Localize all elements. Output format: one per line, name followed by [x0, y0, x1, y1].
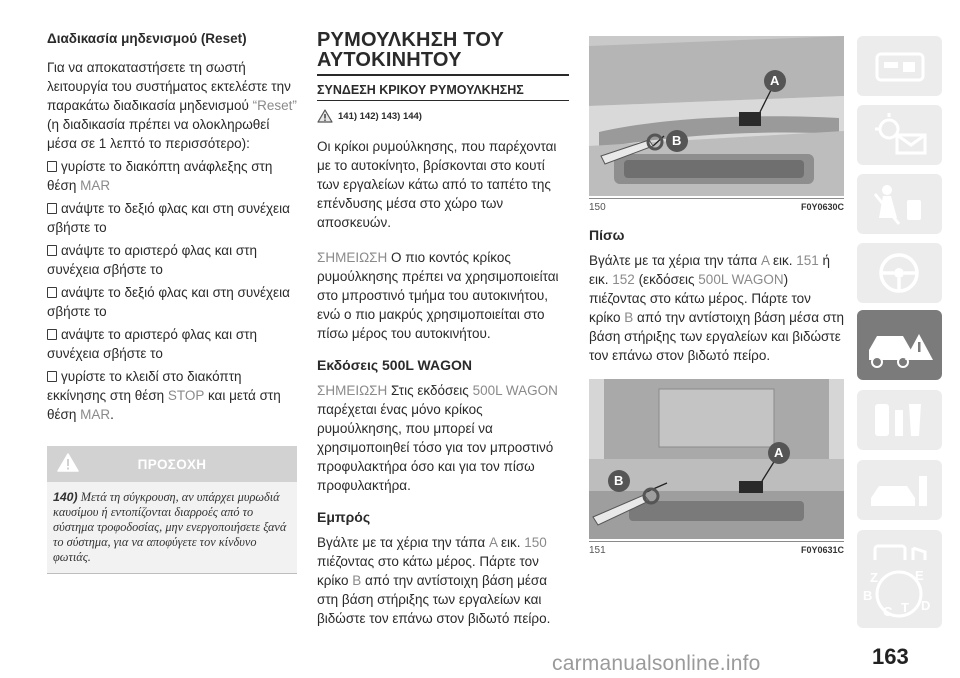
index-letter: Z [870, 570, 878, 585]
sidebar-tab-index[interactable] [857, 560, 942, 628]
rear-heading: Πίσω [589, 227, 625, 243]
rear-instructions: Βγάλτε με τα χέρια την τάπα A εικ. 151 ή εικ. 152 (εκδόσεις 500L WAGON) πιέζοντας στο κάτω μέρος. Πάρτε τον κρίκο B από την αντίστοιχη βάση μέσα στη βάση στήριξης των εργαλείων και βιδώστε τον επάνω στον βιδωτό πείρο. [589, 253, 844, 363]
index-letter: E [915, 568, 924, 583]
figure-label-a: A [770, 73, 780, 88]
reset-step-1: γυρίστε το διακόπτη ανάφλεξης στη θέση MAR [47, 159, 273, 193]
reset-step-5: ανάψτε το αριστερό φλας και στη συνέχεια σβήστε το [47, 327, 258, 361]
technical-data-icon [857, 460, 942, 520]
sidebar-tab-emergency[interactable] [857, 310, 942, 380]
figure-151-rear-bumper [589, 379, 844, 539]
figure-151-caption: 151 F0Y0631C [589, 541, 844, 556]
note-wagon: ΣΗΜΕΙΩΣΗ Στις εκδόσεις 500L WAGON παρέχεται ένας μόνο κρίκος ρυμούλκησης, που μπορεί να χρησιμοποιηθεί τόσο για τον μπροστινό προφυλακτήρα όσο και για τον πίσω προφυλακτήρα. [317, 383, 558, 493]
warning-text: 140) Μετά τη σύγκρουση, αν υπάρχει μυρωδιά καυσίμου ή εντοπίζονται διαρροές από το σύστημα τροφοδοσίας, μην ενεργοποιήσετε ξανά το σύστημα, για να αποφύγετε τον κίνδυνο φωτιάς. [47, 482, 297, 573]
towing-column [317, 30, 569, 640]
sidebar-tab-safety[interactable] [857, 174, 942, 234]
figure-150-caption: 150 F0Y0630C [589, 198, 844, 213]
subsection-title: ΣΥΝΔΕΣΗ ΚΡΙΚΟΥ ΡΥΜΟΥΛΚΗΣΗΣ [317, 82, 569, 101]
index-letter: T [901, 600, 909, 615]
figure-150-front-bumper [589, 36, 844, 196]
emergency-car-icon [857, 310, 942, 380]
warning-triangle-icon [57, 452, 79, 472]
safety-icon [857, 174, 942, 234]
sidebar-tab-warning-lights[interactable] [857, 105, 942, 165]
checkbox-icon [47, 161, 57, 172]
reset-step-2: ανάψτε το δεξιό φλας και στη συνέχεια σβήστε το [47, 201, 290, 235]
towing-intro: Οι κρίκοι ρυμούλκησης, που παρέχονται με το αυτοκίνητο, βρίσκονται στο κουτί των εργαλείων κάτω από το ταπέτο της επένδυσης μέσα στο χώρο των αποσκευών. [317, 139, 557, 230]
warning-lights-icon [857, 105, 942, 165]
warning-title: ΠΡΟΣΟΧΗ [137, 456, 207, 472]
sidebar-tab-dashboard[interactable] [857, 36, 942, 96]
index-letter: C [883, 604, 893, 619]
section-title: ΡΥΜΟΥΛΚΗΣΗ ΤΟΥ ΑΥΤΟΚΙΝΗΤΟΥ [317, 30, 569, 76]
index-letter: B [863, 588, 873, 603]
steering-wheel-icon [857, 243, 942, 303]
warning-box [47, 446, 297, 574]
sidebar-tab-technical-data[interactable] [857, 460, 942, 520]
reset-intro: Για να αποκαταστήσετε τη σωστή λειτουργία του συστήματος εκτελέστε την παρακάτω διαδικασία μηδενισμού “Reset” (η διαδικασία πρέπει να ολοκληρωθεί μέσα σε 1 λεπτό το περισσότερο): [47, 60, 297, 151]
maintenance-tools-icon [857, 390, 942, 450]
figure-label-b: B [672, 133, 682, 148]
warning-triangle-icon [317, 109, 333, 123]
warning-header [47, 446, 297, 482]
front-instructions: Βγάλτε με τα χέρια την τάπα A εικ. 150 πιέζοντας στο κάτω μέρος. Πάρτε τον κρίκο B από την αντίστοιχη βάση μέσα στη βάση στήριξης των εργαλείων και βιδώστε τον επάνω στον βιδωτό πείρο. [317, 535, 551, 626]
note-short-ring: ΣΗΜΕΙΩΣΗ Ο πιο κοντός κρίκος ρυμούλκησης πρέπει να χρησιμοποιείται στο μπροστινό τμήμα του αυτοκινήτου, ενώ ο πιο μακρύς χρησιμοποιείται στο πίσω μέρος του αυτοκινήτου. [317, 250, 559, 341]
front-bumper-illustration [589, 36, 844, 196]
reset-heading: Διαδικασία μηδενισμού (Reset) [47, 31, 247, 46]
figure-label-a: A [774, 445, 784, 460]
checkbox-icon [47, 329, 57, 340]
warning-references: 141) 142) 143) 144) [317, 109, 569, 123]
index-letter: D [921, 598, 931, 613]
checkbox-icon [47, 371, 57, 382]
checkbox-icon [47, 245, 57, 256]
figures-column [589, 36, 844, 556]
reset-procedure-column [47, 30, 297, 574]
versions-heading: Εκδόσεις 500L WAGON [317, 357, 472, 373]
checkbox-icon [47, 203, 57, 214]
reset-step-3: ανάψτε το αριστερό φλας και στη συνέχεια σβήστε το [47, 243, 258, 277]
checkbox-icon [47, 287, 57, 298]
reset-step-4: ανάψτε το δεξιό φλας και στη συνέχεια σβήστε το [47, 285, 290, 319]
reset-step-6: γυρίστε το κλειδί στο διακόπτη εκκίνησης στη θέση STOP και μετά στη θέση MAR. [47, 369, 281, 422]
front-heading: Εμπρός [317, 509, 371, 525]
page-number: 163 [872, 644, 909, 669]
sidebar-tab-driving[interactable] [857, 243, 942, 303]
sidebar-tab-maintenance[interactable] [857, 390, 942, 450]
figure-label-b: B [614, 473, 624, 488]
watermark: carmanualsonline.info [552, 652, 761, 675]
car-dashboard-icon [857, 36, 942, 96]
rear-bumper-illustration [589, 379, 844, 539]
